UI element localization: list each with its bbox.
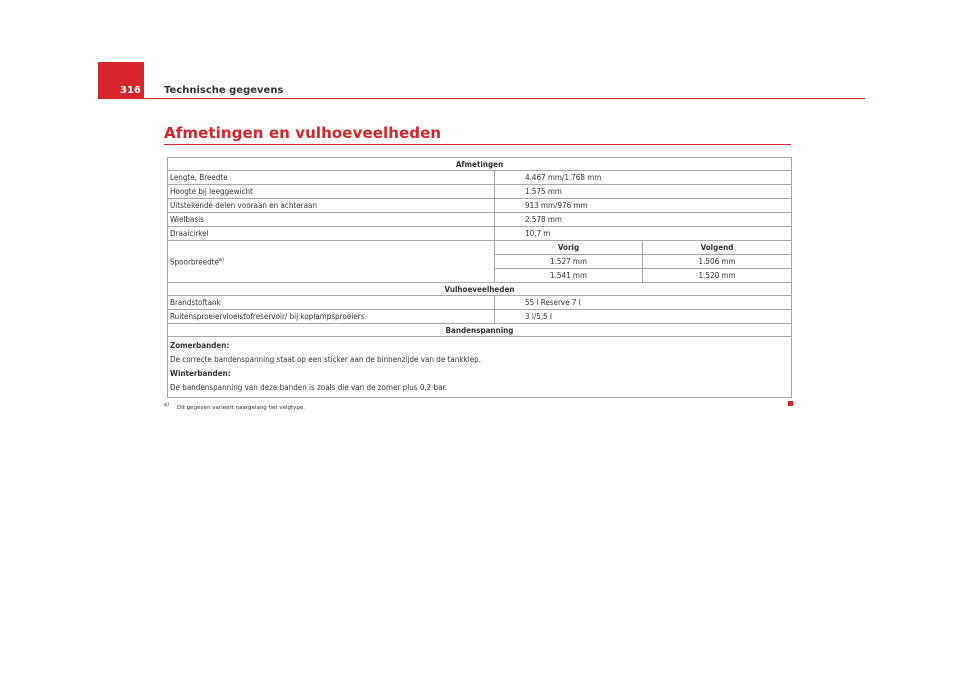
table-row: [168, 310, 792, 324]
track-front-value: 1.527 mm: [495, 255, 643, 269]
table-row: [168, 213, 792, 227]
row-label: Ruitensproeiervloeistofreservoir/ bij koplampsproeiers: [168, 310, 495, 324]
table-row: [168, 171, 792, 185]
track-front-value: 1.541 mm: [495, 269, 643, 283]
section-rule: [164, 144, 791, 145]
dimensions-heading: Afmetingen: [168, 158, 792, 171]
footnote: [164, 402, 305, 411]
section-title: Afmetingen en vulhoeveelheden: [164, 124, 442, 142]
winter-tires-text: De bandenspanning van deze banden is zoals die van de zomer plus 0,2 bar.: [170, 383, 448, 392]
summer-tires-label: Zomerbanden:: [170, 341, 230, 350]
winter-tires-label: Winterbanden:: [170, 369, 231, 378]
footnote-text: Dit gegeven varieert naargelang het velgtype.: [177, 404, 306, 411]
track-label: Spoorbreedte: [170, 257, 219, 267]
table-row: [168, 227, 792, 241]
table-row: [168, 337, 792, 398]
summer-tires-text: De correcte bandenspanning staat op een sticker aan de binnenzijde van de tankklep.: [170, 355, 481, 364]
row-label: Draaicirkel: [168, 227, 495, 241]
track-label-cell: [168, 241, 495, 283]
row-label: Wielbasis: [168, 213, 495, 227]
row-value: 4.467 mm/1.768 mm: [495, 171, 792, 185]
page-number: 316: [120, 85, 141, 96]
row-label: Uitstekende delen vooraan en achteraan: [168, 199, 495, 213]
row-value: 1.575 mm: [495, 185, 792, 199]
table-row: [168, 185, 792, 199]
row-value: 55 l Reserve 7 l: [495, 296, 792, 310]
table-row: [168, 324, 792, 337]
footnote-marker: a): [164, 402, 170, 408]
track-rear-value: 1.506 mm: [643, 255, 792, 269]
row-value: 10,7 m: [495, 227, 792, 241]
table-row: [168, 241, 792, 255]
table-row: [168, 199, 792, 213]
table-row: [168, 296, 792, 310]
track-col-front: Vorig: [495, 241, 643, 255]
row-value: 3 l/5,5 l: [495, 310, 792, 324]
running-header-title: Technische gegevens: [164, 85, 284, 96]
tire-heading: Bandenspanning: [168, 324, 792, 337]
table-row: [168, 283, 792, 296]
track-rear-value: 1.520 mm: [643, 269, 792, 283]
row-value: 913 mm/976 mm: [495, 199, 792, 213]
header-rule: [98, 98, 865, 99]
track-col-rear: Volgend: [643, 241, 792, 255]
tire-pressure-cell: [168, 337, 792, 398]
capacities-heading: Vulhoeveelheden: [168, 283, 792, 296]
section-end-marker: [788, 401, 793, 406]
track-footnote-ref: a): [218, 256, 224, 263]
row-value: 2.578 mm: [495, 213, 792, 227]
specifications-table: [167, 157, 792, 398]
row-label: Hoogte bij leeggewicht: [168, 185, 495, 199]
row-label: Brandstoftank: [168, 296, 495, 310]
table-row: [168, 158, 792, 171]
row-label: Lengte, Breedte: [168, 171, 495, 185]
